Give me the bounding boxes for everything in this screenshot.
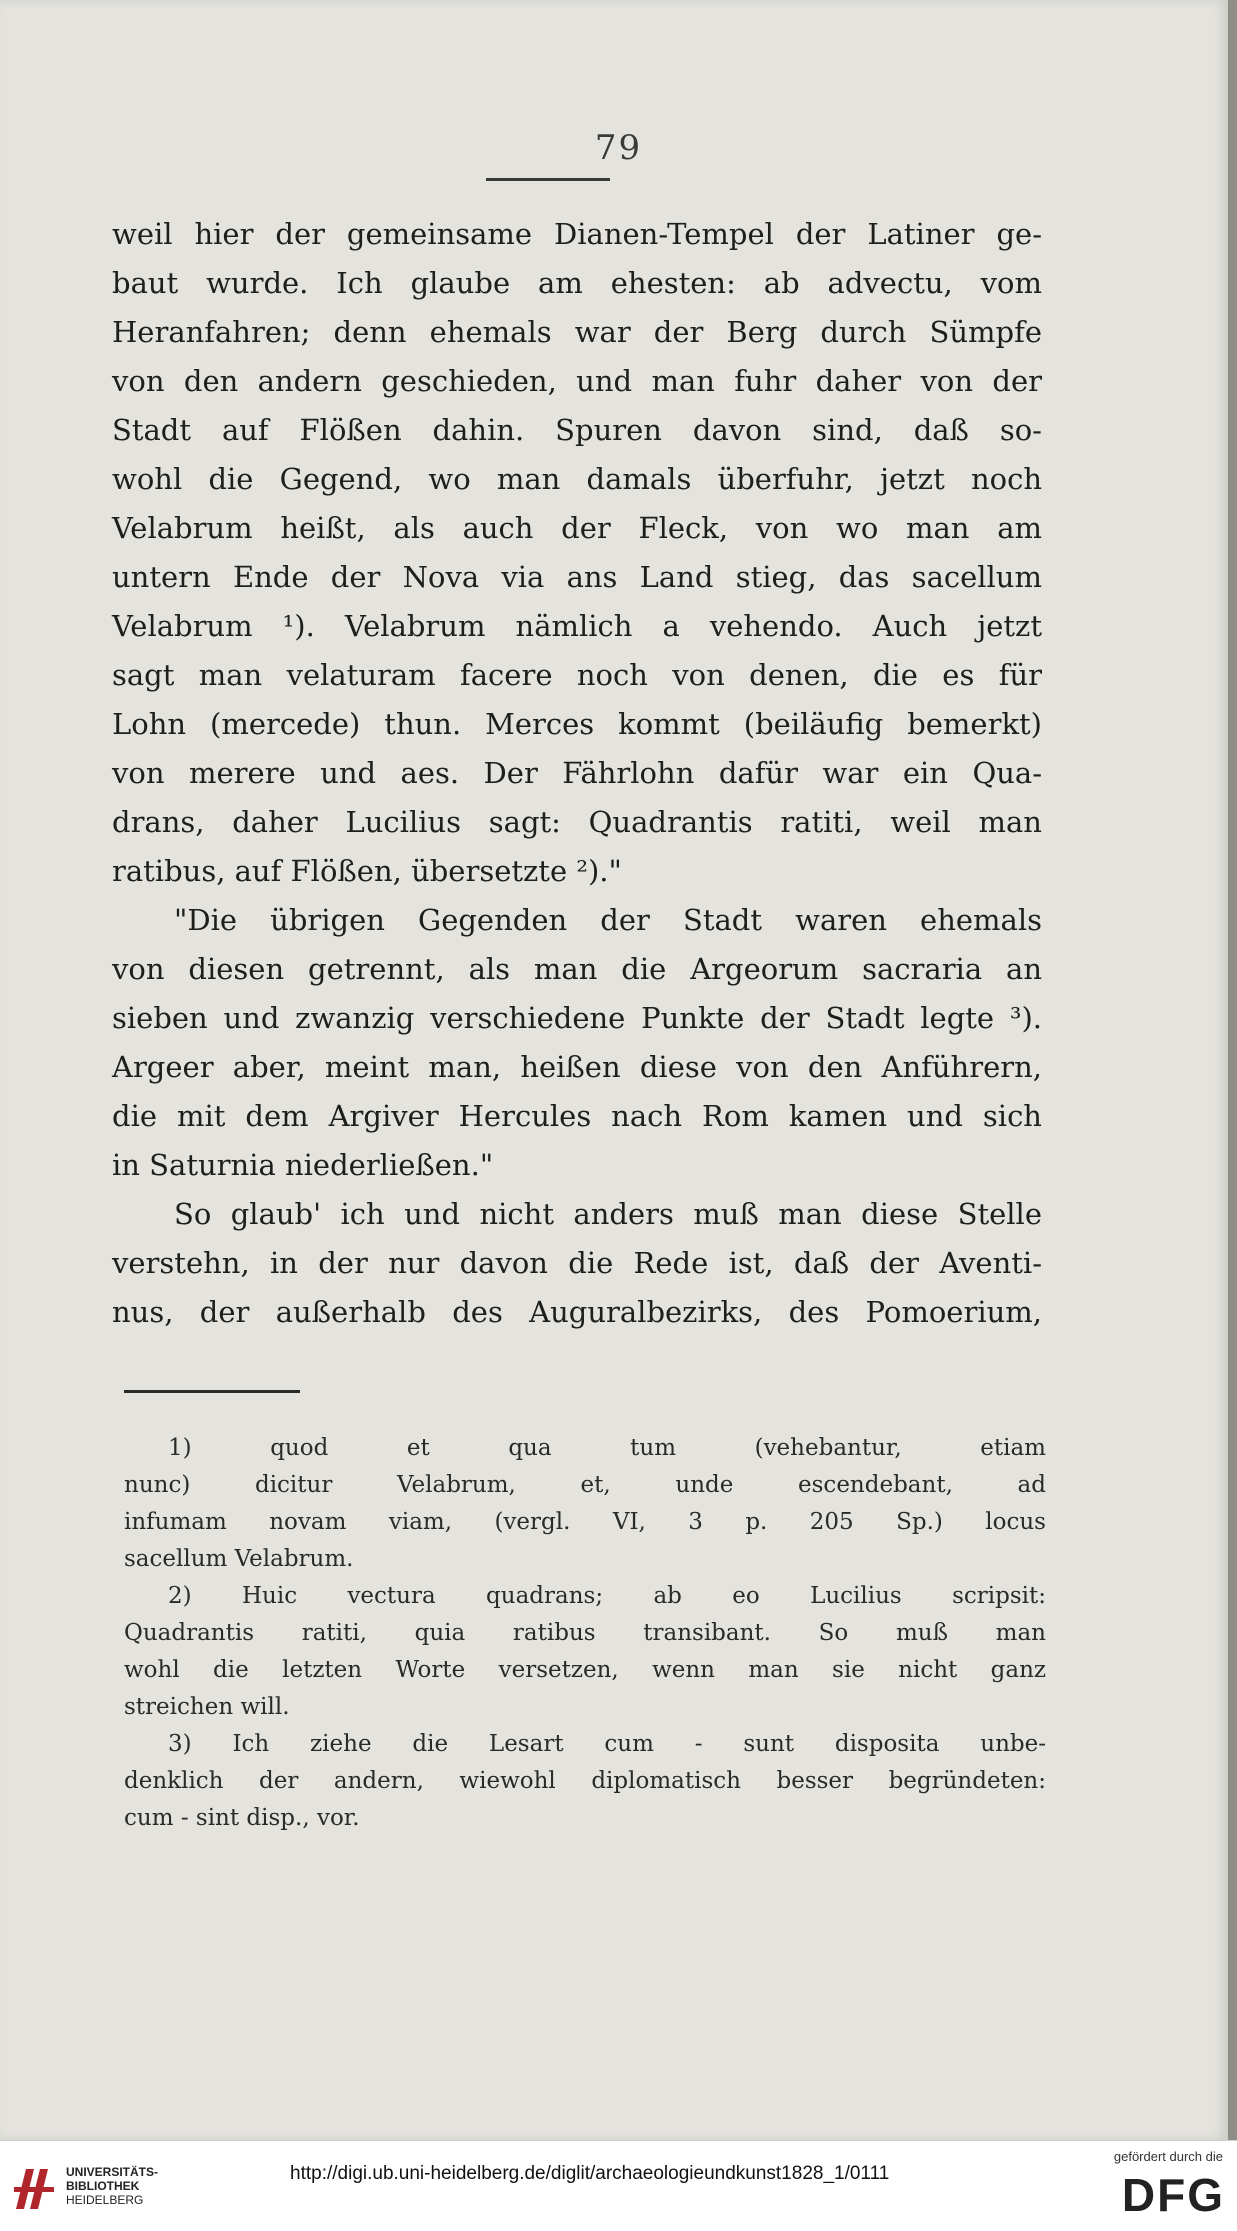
footnote-line: 1) quod et qua tum (vehebantur, etiam bbox=[168, 1435, 1046, 1461]
text-line: untern Ende der Nova via ans Land stieg, das sacellum bbox=[112, 560, 1042, 594]
page-number-rule bbox=[486, 178, 610, 181]
text-line: nus, der außerhalb des Auguralbezirks, des Pomoerium, bbox=[112, 1295, 1042, 1329]
footnote-line: wohl die letzten Worte versetzen, wenn man sie nicht ganz bbox=[124, 1657, 1046, 1683]
main-text bbox=[112, 210, 1042, 1337]
text-line: Lohn (mercede) thun. Merces kommt (beiläufig bemerkt) bbox=[112, 707, 1042, 741]
text-line: Velabrum ¹). Velabrum nämlich a vehendo. Auch jetzt bbox=[112, 609, 1042, 643]
text-line: in Saturnia niederließen." bbox=[112, 1148, 494, 1182]
page-edge bbox=[1228, 0, 1237, 2140]
footnote-line: sacellum Velabrum. bbox=[124, 1546, 354, 1572]
text-line: "Die übrigen Gegenden der Stadt waren ehemals bbox=[174, 903, 1042, 937]
text-line: sagt man velaturam facere noch von denen, die es für bbox=[112, 658, 1042, 692]
footnote-line: Quadrantis ratiti, quia ratibus transibant. So muß man bbox=[124, 1620, 1046, 1646]
text-line: Argeer aber, meint man, heißen diese von den Anführern, bbox=[112, 1050, 1042, 1084]
university-name-line: HEIDELBERG bbox=[66, 2193, 144, 2207]
text-line: verstehn, in der nur davon die Rede ist, daß der Aventi- bbox=[112, 1246, 1042, 1280]
text-line: von den andern geschieden, und man fuhr daher von der bbox=[112, 364, 1042, 398]
university-logo-icon bbox=[12, 2163, 58, 2213]
footnote-line: streichen will. bbox=[124, 1694, 290, 1720]
footnote-line: cum - sint disp., vor. bbox=[124, 1805, 360, 1831]
page-number: 79 bbox=[594, 128, 643, 168]
footnote-line: nunc) dicitur Velabrum, et, unde escendebant, ad bbox=[124, 1472, 1046, 1498]
footnote-line: 3) Ich ziehe die Lesart cum - sunt disposita unbe- bbox=[168, 1731, 1046, 1757]
footnotes bbox=[124, 1430, 1046, 1837]
text-line: die mit dem Argiver Hercules nach Rom kamen und sich bbox=[112, 1099, 1042, 1133]
text-line: weil hier der gemeinsame Dianen-Tempel der Latiner ge- bbox=[112, 217, 1042, 251]
text-line: ratibus, auf Flößen, übersetzte ²)." bbox=[112, 854, 622, 888]
footnote-line: denklich der andern, wiewohl diplomatisch besser begründeten: bbox=[124, 1768, 1046, 1794]
text-line: von merere und aes. Der Fährlohn dafür war ein Qua- bbox=[112, 756, 1042, 790]
footnote-line: infumam novam viam, (vergl. VI, 3 p. 205 Sp.) locus bbox=[124, 1509, 1046, 1535]
text-line: drans, daher Lucilius sagt: Quadrantis ratiti, weil man bbox=[112, 805, 1042, 839]
university-name-line: UNIVERSITÄTS- bbox=[66, 2165, 159, 2179]
text-line: Velabrum heißt, als auch der Fleck, von wo man am bbox=[112, 511, 1042, 545]
text-line: Heranfahren; denn ehemals war der Berg durch Sümpfe bbox=[112, 315, 1042, 349]
dfg-logo: DFG bbox=[1121, 2169, 1225, 2221]
text-line: baut wurde. Ich glaube am ehesten: ab advectu, vom bbox=[112, 266, 1042, 300]
permalink-url[interactable]: http://digi.ub.uni-heidelberg.de/diglit/archaeologieundkunst1828_1/0111 bbox=[290, 2163, 890, 2184]
university-name bbox=[66, 2165, 158, 2207]
footnote-line: 2) Huic vectura quadrans; ab eo Lucilius scripsit: bbox=[168, 1583, 1046, 1609]
sponsor-label: gefördert durch die bbox=[1113, 2149, 1223, 2164]
viewer-footer bbox=[0, 2140, 1237, 2231]
footnote-separator bbox=[124, 1390, 300, 1393]
text-line: wohl die Gegend, wo man damals überfuhr, jetzt noch bbox=[112, 462, 1042, 496]
university-name-line: BIBLIOTHEK bbox=[66, 2179, 140, 2193]
text-line: So glaub' ich und nicht anders muß man diese Stelle bbox=[174, 1197, 1042, 1231]
text-line: sieben und zwanzig verschiedene Punkte der Stadt legte ³). bbox=[112, 1001, 1042, 1035]
text-line: von diesen getrennt, als man die Argeorum sacraria an bbox=[112, 952, 1042, 986]
text-line: Stadt auf Flößen dahin. Spuren davon sind, daß so- bbox=[112, 413, 1042, 447]
